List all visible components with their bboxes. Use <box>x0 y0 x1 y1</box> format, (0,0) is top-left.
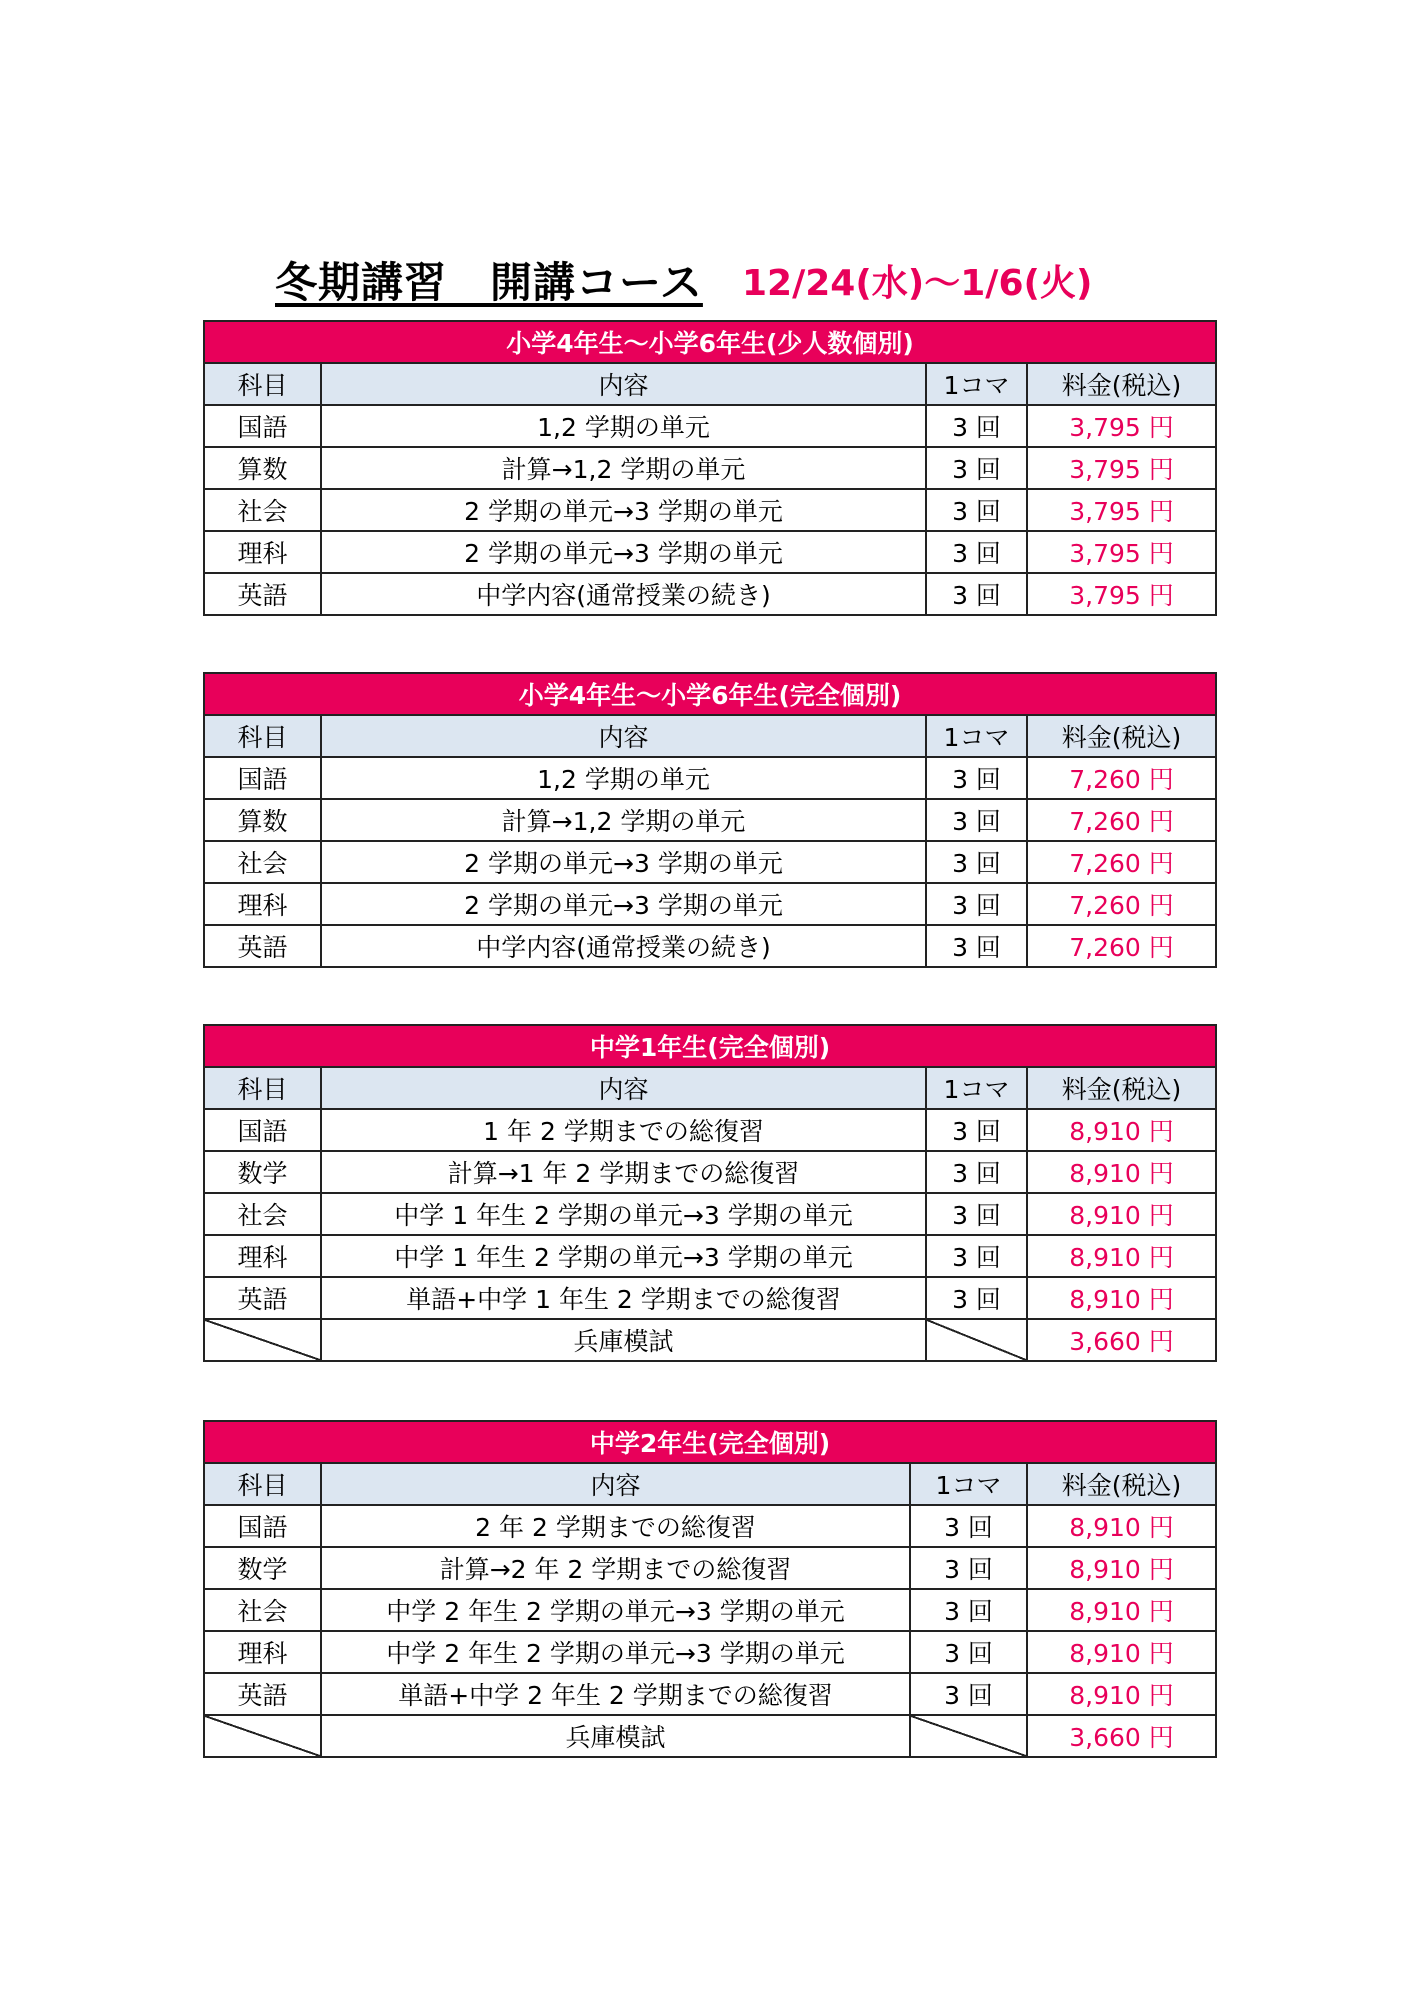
table-row <box>204 1547 1216 1589</box>
page-title: 冬期講習 開講コース <box>275 258 703 307</box>
price-cell: 7,260 円 <box>1027 799 1216 841</box>
table-row <box>204 1631 1216 1673</box>
section-heading: 中学2年生(完全個別) <box>204 1421 1216 1463</box>
content-cell: 中学 1 年生 2 学期の単元→3 学期の単元 <box>321 1235 926 1277</box>
price-cell: 3,795 円 <box>1027 405 1216 447</box>
column-header-row <box>204 1463 1216 1505</box>
price-cell: 8,910 円 <box>1027 1193 1216 1235</box>
price-cell: 8,910 円 <box>1027 1277 1216 1319</box>
table-row <box>204 447 1216 489</box>
subject-cell: 国語 <box>204 757 321 799</box>
count-cell: 3 回 <box>926 405 1027 447</box>
table-row <box>204 573 1216 615</box>
count-cell: 3 回 <box>926 1109 1027 1151</box>
price-cell: 3,660 円 <box>1027 1319 1216 1361</box>
content-cell: 2 学期の単元→3 学期の単元 <box>321 883 926 925</box>
content-cell: 2 学期の単元→3 学期の単元 <box>321 531 926 573</box>
subject-cell: 国語 <box>204 1109 321 1151</box>
subject-cell: 英語 <box>204 1673 321 1715</box>
subject-cell: 算数 <box>204 447 321 489</box>
price-cell: 8,910 円 <box>1027 1109 1216 1151</box>
price-cell: 3,795 円 <box>1027 573 1216 615</box>
section-heading: 中学1年生(完全個別) <box>204 1025 1216 1067</box>
table-row <box>204 841 1216 883</box>
table-row-mock-exam <box>204 1319 1216 1361</box>
table-row <box>204 1151 1216 1193</box>
table-row <box>204 799 1216 841</box>
column-header-content: 内容 <box>321 1067 926 1109</box>
table-row <box>204 1193 1216 1235</box>
table-row <box>204 1235 1216 1277</box>
content-cell: 計算→1 年 2 学期までの総復習 <box>321 1151 926 1193</box>
table-row <box>204 1277 1216 1319</box>
course-table-junior-high-1 <box>203 1024 1217 1362</box>
empty-slash-cell <box>204 1319 321 1361</box>
content-cell: 中学内容(通常授業の続き) <box>321 925 926 967</box>
empty-slash-cell <box>910 1715 1027 1757</box>
subject-cell: 理科 <box>204 1235 321 1277</box>
course-period: 12/24(水)〜1/6(火) <box>742 262 1093 304</box>
price-cell: 8,910 円 <box>1027 1151 1216 1193</box>
empty-slash-cell <box>204 1715 321 1757</box>
column-header-content: 内容 <box>321 363 926 405</box>
price-cell: 3,795 円 <box>1027 531 1216 573</box>
content-cell: 兵庫模試 <box>321 1715 910 1757</box>
subject-cell: 理科 <box>204 531 321 573</box>
price-cell: 7,260 円 <box>1027 757 1216 799</box>
price-cell: 3,660 円 <box>1027 1715 1216 1757</box>
table-row <box>204 531 1216 573</box>
price-cell: 7,260 円 <box>1027 925 1216 967</box>
section-heading: 小学4年生〜小学6年生(完全個別) <box>204 673 1216 715</box>
subject-cell: 社会 <box>204 1589 321 1631</box>
count-cell: 3 回 <box>926 531 1027 573</box>
page-header <box>275 250 1092 310</box>
count-cell: 3 回 <box>910 1631 1027 1673</box>
price-cell: 7,260 円 <box>1027 883 1216 925</box>
subject-cell: 英語 <box>204 573 321 615</box>
table-row <box>204 1109 1216 1151</box>
column-header-price: 料金(税込) <box>1027 1067 1216 1109</box>
table-row <box>204 405 1216 447</box>
content-cell: 計算→2 年 2 学期までの総復習 <box>321 1547 910 1589</box>
content-cell: 1,2 学期の単元 <box>321 405 926 447</box>
content-cell: 計算→1,2 学期の単元 <box>321 799 926 841</box>
column-header-content: 内容 <box>321 1463 910 1505</box>
column-header-price: 料金(税込) <box>1027 1463 1216 1505</box>
price-cell: 8,910 円 <box>1027 1235 1216 1277</box>
count-cell: 3 回 <box>910 1673 1027 1715</box>
table-row-mock-exam <box>204 1715 1216 1757</box>
count-cell: 3 回 <box>926 489 1027 531</box>
column-header-count: 1コマ <box>926 1067 1027 1109</box>
subject-cell: 数学 <box>204 1547 321 1589</box>
content-cell: 兵庫模試 <box>321 1319 926 1361</box>
count-cell: 3 回 <box>926 925 1027 967</box>
content-cell: 2 学期の単元→3 学期の単元 <box>321 841 926 883</box>
column-header-content: 内容 <box>321 715 926 757</box>
price-cell: 3,795 円 <box>1027 489 1216 531</box>
count-cell: 3 回 <box>926 757 1027 799</box>
subject-cell: 算数 <box>204 799 321 841</box>
column-header-price: 料金(税込) <box>1027 715 1216 757</box>
content-cell: 計算→1,2 学期の単元 <box>321 447 926 489</box>
price-cell: 8,910 円 <box>1027 1673 1216 1715</box>
column-header-price: 料金(税込) <box>1027 363 1216 405</box>
column-header-subject: 科目 <box>204 363 321 405</box>
subject-cell: 国語 <box>204 1505 321 1547</box>
column-header-count: 1コマ <box>910 1463 1027 1505</box>
price-cell: 8,910 円 <box>1027 1547 1216 1589</box>
price-cell: 8,910 円 <box>1027 1505 1216 1547</box>
table-row <box>204 1673 1216 1715</box>
count-cell: 3 回 <box>926 799 1027 841</box>
count-cell: 3 回 <box>910 1505 1027 1547</box>
count-cell: 3 回 <box>926 573 1027 615</box>
subject-cell: 社会 <box>204 841 321 883</box>
column-header-row <box>204 715 1216 757</box>
subject-cell: 社会 <box>204 1193 321 1235</box>
column-header-count: 1コマ <box>926 715 1027 757</box>
subject-cell: 国語 <box>204 405 321 447</box>
count-cell: 3 回 <box>926 841 1027 883</box>
count-cell: 3 回 <box>926 1277 1027 1319</box>
column-header-subject: 科目 <box>204 1463 321 1505</box>
table-row <box>204 489 1216 531</box>
price-cell: 3,795 円 <box>1027 447 1216 489</box>
subject-cell: 英語 <box>204 1277 321 1319</box>
price-cell: 8,910 円 <box>1027 1589 1216 1631</box>
count-cell: 3 回 <box>926 1193 1027 1235</box>
content-cell: 中学 1 年生 2 学期の単元→3 学期の単元 <box>321 1193 926 1235</box>
column-header-row <box>204 363 1216 405</box>
column-header-count: 1コマ <box>926 363 1027 405</box>
count-cell: 3 回 <box>926 883 1027 925</box>
course-table-elementary-small-group <box>203 320 1217 616</box>
count-cell: 3 回 <box>910 1589 1027 1631</box>
content-cell: 2 年 2 学期までの総復習 <box>321 1505 910 1547</box>
price-cell: 7,260 円 <box>1027 841 1216 883</box>
course-table-junior-high-2 <box>203 1420 1217 1758</box>
course-table-elementary-individual <box>203 672 1217 968</box>
table-row <box>204 757 1216 799</box>
table-row <box>204 925 1216 967</box>
empty-slash-cell <box>926 1319 1027 1361</box>
count-cell: 3 回 <box>926 1235 1027 1277</box>
subject-cell: 理科 <box>204 1631 321 1673</box>
table-row <box>204 883 1216 925</box>
subject-cell: 理科 <box>204 883 321 925</box>
count-cell: 3 回 <box>910 1547 1027 1589</box>
count-cell: 3 回 <box>926 1151 1027 1193</box>
content-cell: 単語+中学 1 年生 2 学期までの総復習 <box>321 1277 926 1319</box>
section-heading: 小学4年生〜小学6年生(少人数個別) <box>204 321 1216 363</box>
column-header-subject: 科目 <box>204 715 321 757</box>
content-cell: 1 年 2 学期までの総復習 <box>321 1109 926 1151</box>
subject-cell: 数学 <box>204 1151 321 1193</box>
column-header-row <box>204 1067 1216 1109</box>
content-cell: 2 学期の単元→3 学期の単元 <box>321 489 926 531</box>
content-cell: 中学内容(通常授業の続き) <box>321 573 926 615</box>
column-header-subject: 科目 <box>204 1067 321 1109</box>
table-row <box>204 1589 1216 1631</box>
subject-cell: 社会 <box>204 489 321 531</box>
content-cell: 1,2 学期の単元 <box>321 757 926 799</box>
content-cell: 中学 2 年生 2 学期の単元→3 学期の単元 <box>321 1631 910 1673</box>
content-cell: 中学 2 年生 2 学期の単元→3 学期の単元 <box>321 1589 910 1631</box>
count-cell: 3 回 <box>926 447 1027 489</box>
content-cell: 単語+中学 2 年生 2 学期までの総復習 <box>321 1673 910 1715</box>
subject-cell: 英語 <box>204 925 321 967</box>
price-cell: 8,910 円 <box>1027 1631 1216 1673</box>
table-row <box>204 1505 1216 1547</box>
